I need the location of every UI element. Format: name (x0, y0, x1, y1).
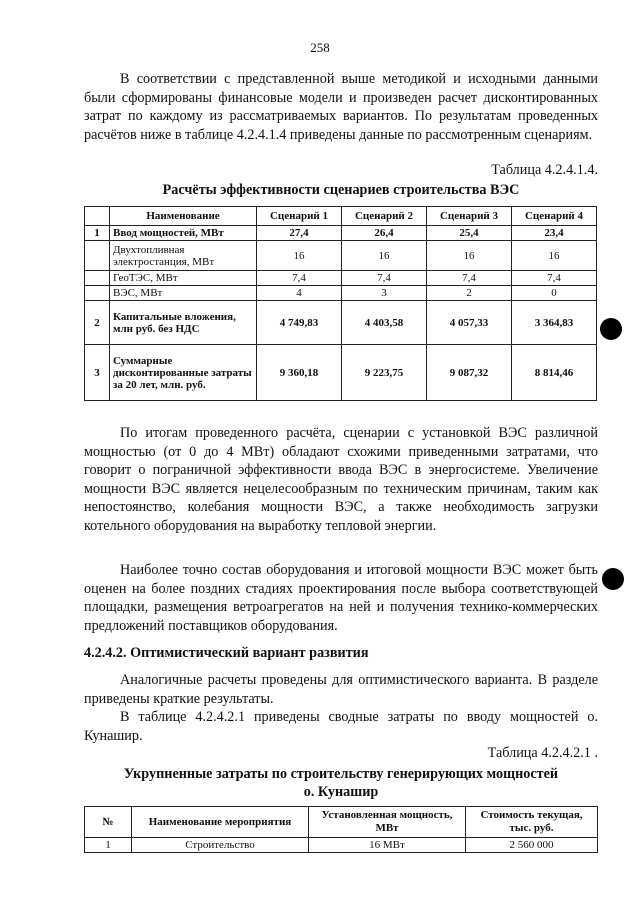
row-index (85, 241, 110, 271)
table2-title (84, 765, 598, 801)
table1-caption: Таблица 4.2.4.1.4. (491, 162, 598, 178)
cell: 16 (257, 241, 342, 271)
section-heading: 4.2.4.2. Оптимистический вариант развития (84, 645, 369, 661)
cell: 2 560 000 (466, 838, 598, 853)
row-name: ВЭС, МВт (110, 286, 257, 301)
cell: 3 364,83 (512, 301, 597, 345)
row-name: Ввод мощностей, МВт (110, 226, 257, 241)
cell: 16 МВт (309, 838, 466, 853)
header-cell: Стоимость текущая, тыс. руб. (466, 807, 598, 838)
cell: 25,4 (427, 226, 512, 241)
row-index (85, 271, 110, 286)
table-row (85, 286, 597, 301)
header-cell: Сценарий 3 (427, 207, 512, 226)
cell: 8 814,46 (512, 345, 597, 401)
row-index: 2 (85, 301, 110, 345)
cell: 26,4 (342, 226, 427, 241)
header-cell: Наименование (110, 207, 257, 226)
cell: 4 (257, 286, 342, 301)
header-cell: Наименование мероприятия (132, 807, 309, 838)
punch-hole-marker (600, 318, 622, 340)
table-row (85, 301, 597, 345)
table2-title-line1: Укрупненные затраты по строительству генерирующих мощностей (123, 766, 559, 782)
header-cell: Сценарий 4 (512, 207, 597, 226)
table-ref-paragraph: В таблице 4.2.4.2.1 приведены сводные затраты по вводу мощностей о. Кунашир. (84, 709, 598, 744)
generation-costs-table (84, 806, 598, 853)
intro-paragraph: В соответствии с представленной выше методикой и исходными данными были сформированы финансовые модели и произведен расчет дисконтированных затрат по каждому из рассматриваемых вариантов. По результатам проведенных расчётов ниже в таблице 4.2.4.1.4 приведены данные по рассмотренным сценариям. (84, 71, 598, 143)
cell: 23,4 (512, 226, 597, 241)
scenario-efficiency-table (84, 206, 597, 401)
similar-paragraph: Аналогичные расчеты проведены для оптимистического варианта. В разделе приведены краткие результаты. (84, 672, 598, 707)
header-cell: Сценарий 1 (257, 207, 342, 226)
table-header-row (85, 207, 597, 226)
cell: 16 (427, 241, 512, 271)
cell: 7,4 (342, 271, 427, 286)
cell: 3 (342, 286, 427, 301)
composition-paragraph: Наиболее точно состав оборудования и итоговой мощности ВЭС может быть оценен на более поздних стадиях проектирования после выбора соответствующей площадки, размещения ветроагрегатов на ней и получения технико-коммерческих предложений поставщиков оборудования. (84, 562, 598, 634)
cell: 7,4 (257, 271, 342, 286)
cell: 4 057,33 (427, 301, 512, 345)
cell: 1 (85, 838, 132, 853)
cell: 9 223,75 (342, 345, 427, 401)
row-index: 1 (85, 226, 110, 241)
cell: 16 (342, 241, 427, 271)
cell: 16 (512, 241, 597, 271)
header-cell (85, 207, 110, 226)
table-row (85, 345, 597, 401)
cell: 7,4 (512, 271, 597, 286)
page-number: 258 (310, 40, 330, 55)
row-index: 3 (85, 345, 110, 401)
cell: 4 749,83 (257, 301, 342, 345)
cell: 4 403,58 (342, 301, 427, 345)
table-row (85, 838, 598, 853)
cell: 27,4 (257, 226, 342, 241)
row-name: Двухтопливная электростанция, МВт (110, 241, 257, 271)
row-name: ГеоТЭС, МВт (110, 271, 257, 286)
cell: 0 (512, 286, 597, 301)
table1-title: Расчёты эффективности сценариев строительства ВЭС (162, 182, 520, 198)
table2-title-line2: о. Кунашир (303, 784, 379, 800)
cell: 9 087,32 (427, 345, 512, 401)
table-row (85, 241, 597, 271)
table2-caption: Таблица 4.2.4.2.1 . (487, 745, 598, 761)
cell: 2 (427, 286, 512, 301)
punch-hole-marker (602, 568, 624, 590)
row-index (85, 286, 110, 301)
header-cell: Сценарий 2 (342, 207, 427, 226)
header-cell: № (85, 807, 132, 838)
row-name: Капитальные вложения, млн руб. без НДС (110, 301, 257, 345)
cell: Строительство (132, 838, 309, 853)
table-row (85, 226, 597, 241)
table-header-row (85, 807, 598, 838)
cell: 9 360,18 (257, 345, 342, 401)
cell: 7,4 (427, 271, 512, 286)
header-cell: Установленная мощность, МВт (309, 807, 466, 838)
row-name: Суммарные дисконтированные затраты за 20 лет, млн. руб. (110, 345, 257, 401)
results-paragraph: По итогам проведенного расчёта, сценарии с установкой ВЭС различной мощностью (от 0 до 4 МВт) обладают схожими приведенными затратами, что говорит о пограничной эффективности ввода ВЭС в энергосистеме. Увеличение мощности ВЭС является нецелесообразным по техническим причинам, таким как непостоянство, колебания мощности ВЭС, а также необходимость загрузки котельного оборудования на выработку тепловой энергии. (84, 425, 598, 534)
table-row (85, 271, 597, 286)
